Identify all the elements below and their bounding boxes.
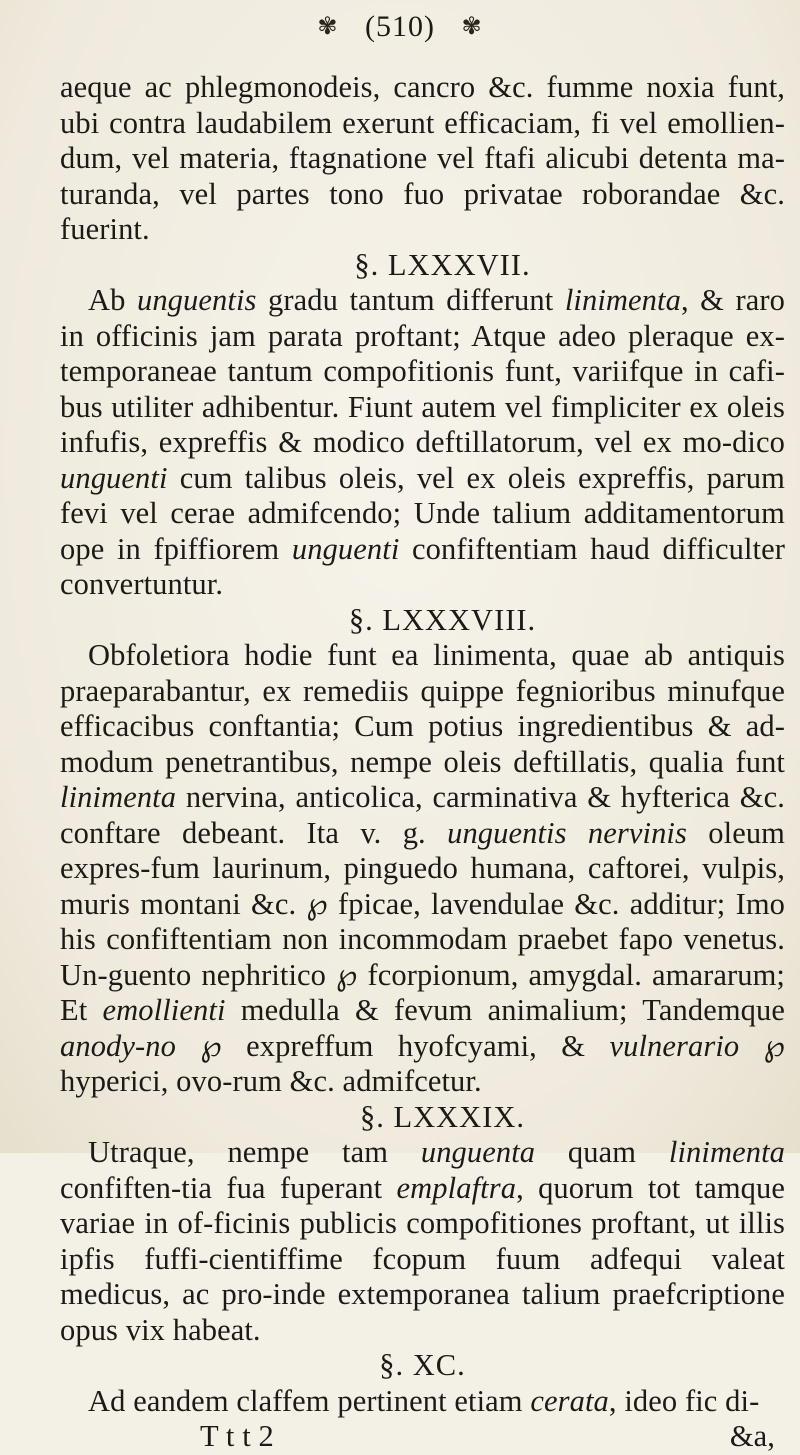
section-heading-90: §. XC.: [379, 1348, 466, 1382]
catchword: &a,: [729, 1419, 775, 1453]
section-heading-88: §. LXXXVIII.: [348, 602, 537, 637]
paragraph-5: Ad eandem claffem pertinent etiam cerata, ideo fic di-: [88, 1383, 760, 1418]
ornament-right-icon: ✾: [461, 14, 483, 40]
page-footer: [60, 1419, 785, 1455]
paragraph-4: Utraque, nempe tam unguenta quam linimenta confiften-tia fua fuperant emplaftra, quorum tot tamque variae in of-ficinis publicis compofitiones proftant, ut illis ipfis fuffi-cientiffime fcopum fuum adfequi valeat medicus, ac pro-inde extemporanea talium praefcriptione opus vix habeat.: [60, 1135, 785, 1347]
page-number: (510): [365, 10, 435, 43]
paragraph-1-line-5: fuerint.: [60, 212, 150, 246]
body-text: [60, 70, 785, 1455]
section-heading-89: §. LXXXIX.: [359, 1099, 526, 1134]
paragraph-1-line-3: dum, vel materia, ftagnatione vel ftafi alicubi detenta ma-: [60, 141, 785, 175]
signature-mark: T t t 2: [200, 1419, 274, 1453]
paragraph-3: Obfoletiora hodie funt ea linimenta, quae ab antiquis praeparabantur, ex remediis quippe fegnioribus minufque efficacibus conftantia; Cum potius ingredientibus & ad-modum penetrantibus, nempe oleis deftillatis, qualia funt linimenta nervina, anticolica, carminativa & hyfterica &c. conftare debeant. Ita v. g. unguentis nervinis oleum expres-fum laurinum, pinguedo humana, caftorei, vulpis, muris montani &c. ℘ fpicae, lavendulae &c. additur; Imo his confiftentiam non incommodam praebet fapo venetus. Un-guento nephritico ℘ fcorpionum, amygdal. amararum; Et emollienti medulla & fevum animalium; Tandemque anody-no ℘ expreffum hyofcyami, & vulnerario ℘ hyperici, ovo-rum &c. admifcetur.: [60, 638, 786, 1098]
paragraph-1: [60, 70, 785, 248]
paragraph-1-line-1: aeque ac phlegmonodeis, cancro &c. fumme noxia funt,: [60, 70, 785, 104]
paragraph-1-line-2: ubi contra laudabilem exerunt efficaciam, fi vel emollien-: [60, 105, 785, 140]
paragraph-1-line-4: turanda, vel partes tono fuo privatae roborandae &c.: [60, 176, 785, 211]
page-header: [0, 10, 800, 44]
paragraph-2: Ab unguentis gradu tantum differunt linimenta, & raro in officinis jam parata proftant; Atque adeo pleraque ex-temporaneae tantum compofitionis funt, variifque in cafi-bus utiliter adhibentur. Fiunt autem vel fimpliciter ex oleis infufis, expreffis & modico deftillatorum, vel ex mo-dico unguenti cum talibus oleis, vel ex oleis expreffis, parum fevi vel cerae admifcendo; Unde talium additamentorum ope in fpiffiorem unguenti confiftentiam haud difficulter convertuntur.: [60, 283, 785, 601]
ornament-left-icon: ✾: [317, 14, 339, 40]
section-heading-87: §. LXXXVII.: [354, 247, 531, 282]
